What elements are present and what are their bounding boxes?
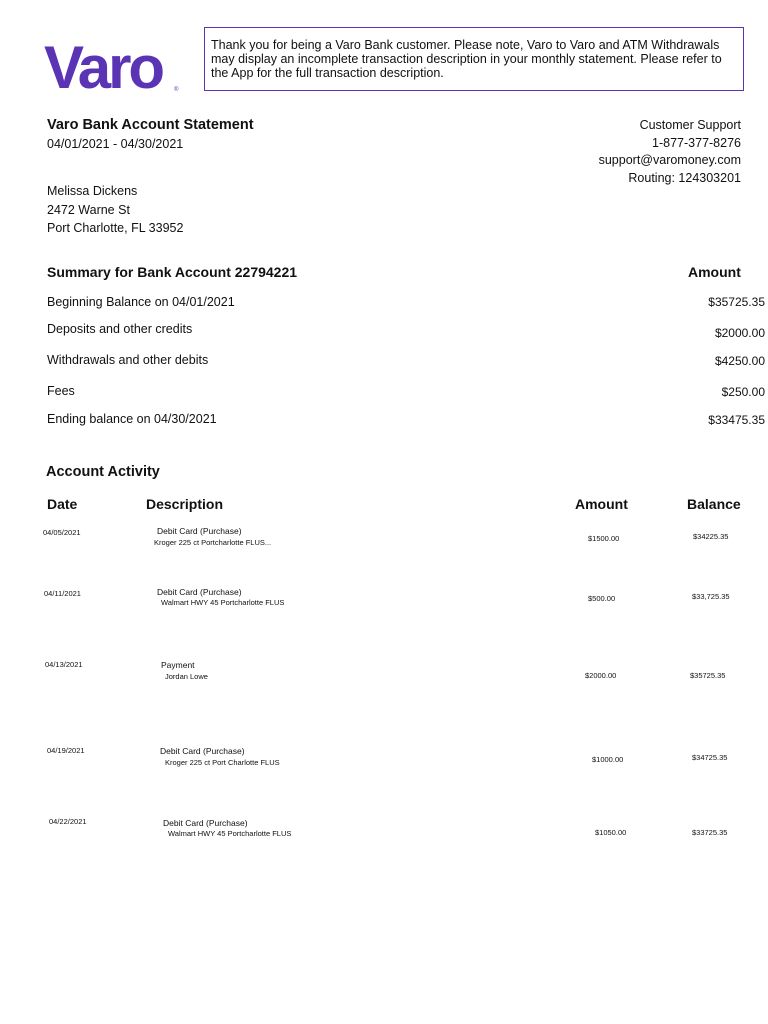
transaction-balance: $35725.35 — [690, 671, 726, 680]
routing-number: Routing: 124303201 — [628, 170, 741, 185]
customer-street: 2472 Warne St — [47, 202, 130, 217]
col-header-date: Date — [47, 496, 78, 512]
transaction-amount: $1050.00 — [595, 828, 627, 837]
transaction-date: 04/05/2021 — [43, 528, 81, 537]
varo-logo: Varo — [44, 34, 163, 101]
summary-label: Deposits and other credits — [47, 322, 193, 336]
summary-label: Beginning Balance on 04/01/2021 — [47, 295, 235, 309]
transaction-balance: $34725.35 — [692, 753, 728, 762]
customer-address — [47, 182, 183, 238]
col-header-balance: Balance — [687, 496, 741, 512]
statement-title: Varo Bank Account Statement — [47, 117, 254, 133]
summary-value: $2000.00 — [714, 326, 765, 340]
summary-title: Summary for Bank Account 22794221 — [47, 264, 298, 280]
transaction-detail: Walmart HWY 45 Portcharlotte FLUS — [161, 598, 285, 607]
transaction-date: 04/13/2021 — [45, 660, 83, 669]
customer-support-block — [599, 117, 741, 187]
transaction-detail: Jordan Lowe — [165, 672, 208, 681]
summary-label: Withdrawals and other debits — [47, 353, 209, 367]
transaction-date: 04/19/2021 — [47, 746, 85, 755]
transaction-type: Debit Card (Purchase) — [157, 526, 242, 536]
support-email: support@varomoney.com — [598, 153, 741, 167]
col-header-amount: Amount — [575, 496, 628, 512]
transaction-amount: $1500.00 — [588, 534, 620, 543]
transaction-detail: Walmart HWY 45 Portcharlotte FLUS — [168, 829, 292, 838]
transaction-date: 04/22/2021 — [49, 817, 87, 826]
support-phone: 1-877-377-8276 — [652, 135, 741, 150]
statement-period: 04/01/2021 - 04/30/2021 — [47, 137, 184, 151]
transaction-amount: $2000.00 — [585, 671, 617, 680]
customer-city: Port Charlotte, FL 33952 — [47, 221, 184, 235]
customer-name: Melissa Dickens — [47, 184, 138, 198]
transaction-type: Debit Card (Purchase) — [163, 818, 248, 828]
transaction-amount: $500.00 — [588, 594, 616, 603]
support-label: Customer Support — [639, 118, 741, 132]
transaction-detail: Kroger 225 ct Portcharlotte FLUS... — [154, 538, 272, 547]
summary-label: Ending balance on 04/30/2021 — [47, 412, 217, 426]
transaction-date: 04/11/2021 — [44, 589, 81, 598]
summary-value: $4250.00 — [714, 354, 765, 368]
transaction-type: Payment — [161, 660, 195, 670]
transaction-type: Debit Card (Purchase) — [160, 746, 245, 756]
notice-box: Thank you for being a Varo Bank customer. Please note, Varo to Varo and ATM Withdrawals may display an incomplete transaction description in your monthly statement. Please refer to the App for the full transaction description. — [204, 27, 744, 91]
transaction-balance: $33725.35 — [692, 828, 728, 837]
transaction-detail: Kroger 225 ct Port Charlotte FLUS — [165, 758, 280, 767]
summary-value: $35725.35 — [708, 295, 765, 309]
transaction-balance: $33,725.35 — [692, 592, 730, 601]
transaction-balance: $34225.35 — [693, 532, 729, 541]
summary-amount-header: Amount — [688, 264, 741, 280]
col-header-description: Description — [146, 496, 224, 512]
registered-mark: ® — [174, 87, 179, 93]
transaction-amount: $1000.00 — [592, 755, 624, 764]
summary-value: $33475.35 — [708, 413, 765, 427]
activity-title: Account Activity — [46, 464, 160, 480]
transaction-type: Debit Card (Purchase) — [157, 587, 242, 597]
summary-value: $250.00 — [721, 385, 765, 399]
summary-label: Fees — [47, 384, 75, 398]
